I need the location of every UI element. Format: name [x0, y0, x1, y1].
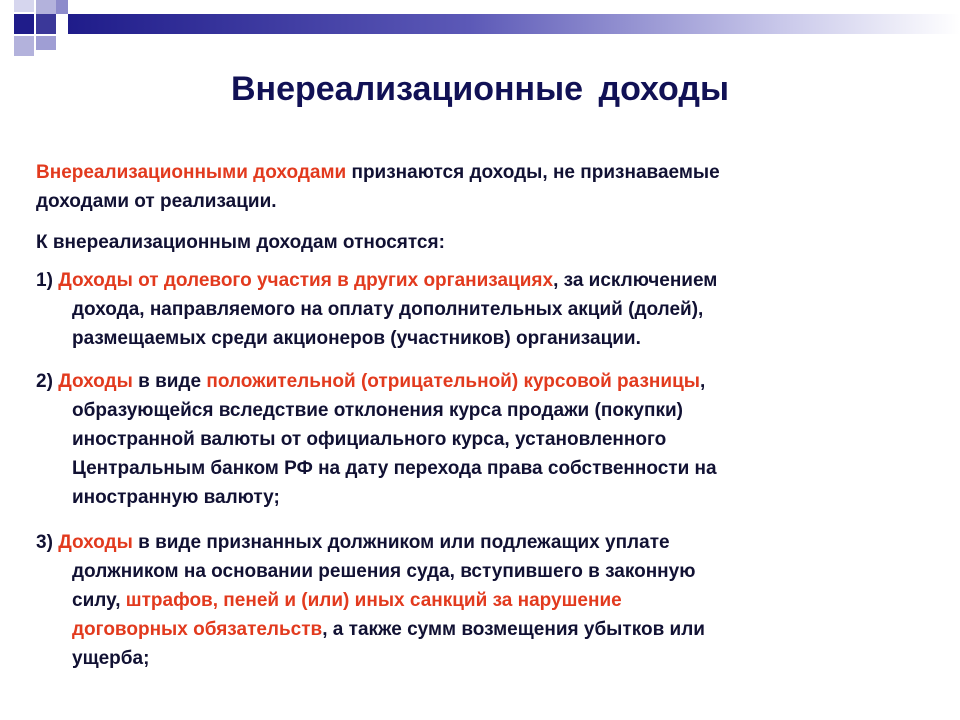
decor-square-light-5: [14, 0, 34, 12]
item-3-line-4: ущерба;: [72, 648, 150, 669]
item-3-line-2-highlight: штрафов, пеней и (или) иных санкций за нарушение: [125, 590, 622, 611]
decor-square-light-2: [56, 0, 68, 14]
decor-square-light-4: [36, 36, 56, 50]
item-2-line-1: образующейся вследствие отклонения курса продажи (покупки): [72, 400, 683, 421]
item-2-rest: ,: [699, 371, 706, 392]
slide-title: Внереализационные доходы: [231, 70, 729, 108]
item-3-line-2-pre: силу,: [72, 590, 126, 611]
list-heading: К внереализационным доходам относятся:: [36, 232, 445, 253]
item-1-line-1: дохода, направляемого на оплату дополнительных акций (долей),: [72, 299, 704, 320]
item-3-line-3-rest: , а также сумм возмещения убытков или: [322, 619, 705, 640]
item-3-line-2: [36, 586, 916, 615]
list-item-2: [36, 367, 916, 512]
item-1-number: 1): [36, 270, 59, 291]
item-3-rest: в виде признанных должником или подлежащих уплате: [132, 532, 670, 553]
item-3-line-3-highlight: договорных обязательств: [72, 619, 323, 640]
item-2-number: 2): [36, 371, 59, 392]
item-3-number: 3): [36, 532, 59, 553]
decor-square-navy-1: [14, 14, 34, 34]
intro-rest-2: доходами от реализации.: [36, 191, 277, 212]
item-2-line-4: иностранную валюту;: [72, 487, 280, 508]
intro-term: Внереализационными доходами: [36, 162, 347, 183]
list-item-1: [36, 266, 916, 353]
decor-square-light-3: [14, 36, 34, 56]
item-2-line-2: иностранной валюты от официального курса, установленного: [72, 429, 667, 450]
item-3-highlight-1: Доходы: [58, 532, 133, 553]
item-1-highlight: Доходы от долевого участия в других организациях: [58, 270, 554, 291]
decor-square-light-1: [36, 0, 56, 14]
intro-paragraph: [36, 158, 916, 216]
item-1-rest: , за исключением: [553, 270, 718, 291]
header-gradient-bar: [68, 14, 960, 34]
intro-rest-1: признаются доходы, не признаваемые: [346, 162, 720, 183]
item-3-line-3: [36, 615, 916, 644]
decor-square-navy-2: [36, 14, 56, 34]
list-item-3: [36, 528, 916, 673]
item-2-highlight-1: Доходы: [58, 371, 133, 392]
item-2-line-3: Центральным банком РФ на дату перехода права собственности на: [72, 458, 717, 479]
item-1-line-2: размещаемых среди акционеров (участников) организации.: [72, 328, 641, 349]
item-3-line-1: должником на основании решения суда, вступившего в законную: [72, 561, 696, 582]
item-2-highlight-2: положительной (отрицательной) курсовой разницы: [206, 371, 700, 392]
item-2-mid: в виде: [132, 371, 207, 392]
